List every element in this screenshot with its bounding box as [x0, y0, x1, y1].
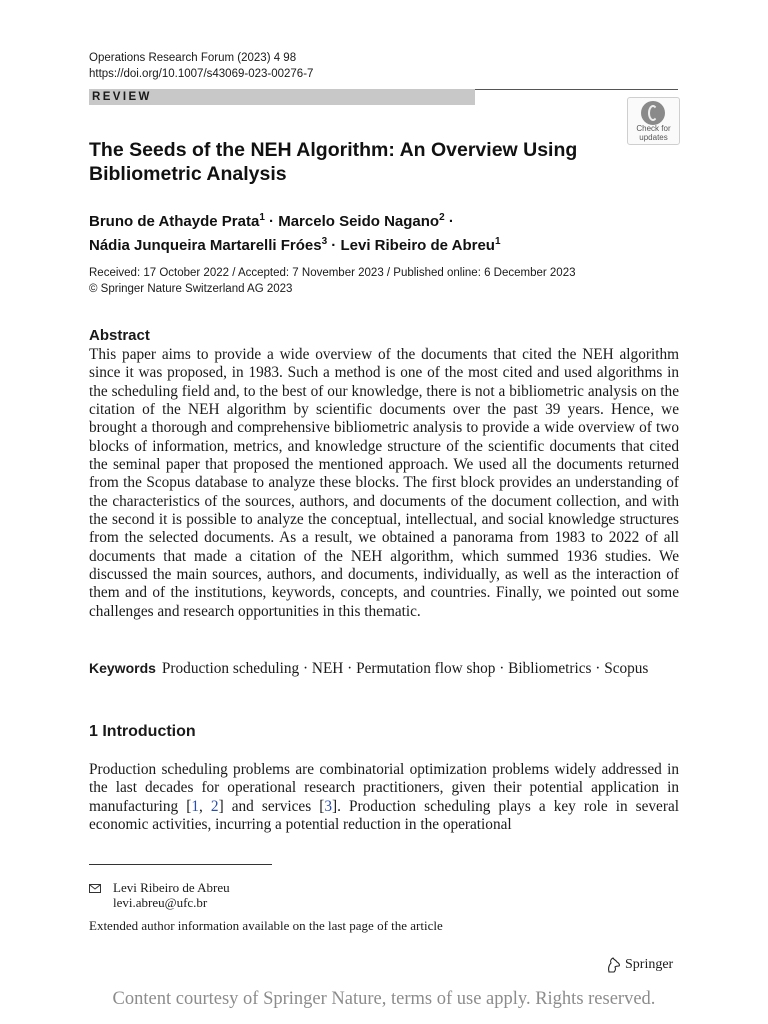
abstract-heading: Abstract	[89, 327, 150, 344]
springer-horse-icon	[606, 957, 621, 973]
envelope-icon	[89, 884, 101, 893]
affiliation-marker: 1	[259, 212, 265, 223]
check-updates-icon	[641, 101, 665, 125]
footnote-rule	[89, 864, 272, 865]
copyright-line: © Springer Nature Switzerland AG 2023	[89, 283, 293, 295]
springer-logo	[606, 956, 686, 974]
affiliation-marker: 2	[439, 212, 445, 223]
publisher-name: Springer	[625, 957, 674, 972]
affiliation-marker: 3	[321, 236, 328, 247]
keywords-list: Production scheduling · NEH · Permutation flow shop · Bibliometrics · Scopus	[161, 660, 649, 677]
introduction-paragraph: Production scheduling problems are combinatorial optimization problems widely addressed in the last decades for operational research practitioners, given their potential application in manufacturing [1, 2] and services [3]. Production scheduling plays a key role in several economic activities, incurring a potential reduction in the operational	[89, 761, 679, 834]
author-name[interactable]: Bruno de Athayde Prata	[89, 213, 260, 230]
citation-link[interactable]: 2	[210, 797, 219, 815]
article-title: The Seeds of the NEH Algorithm: An Overview Using Bibliometric Analysis	[89, 139, 578, 185]
author-name[interactable]: Nádia Junqueira Martarelli Fróes	[89, 237, 322, 254]
extended-author-info: Extended author information available on the last page of the article	[89, 918, 443, 933]
check-for-updates-badge[interactable]	[627, 97, 680, 145]
section-heading-introduction: 1 Introduction	[89, 723, 196, 740]
author-separator: ·	[264, 213, 279, 230]
publication-dates	[89, 265, 576, 297]
affiliation-marker: 1	[494, 236, 501, 247]
corresponding-author-email[interactable]: levi.abreu@ufc.br	[113, 895, 208, 910]
copyright-watermark: Content courtesy of Springer Nature, terms of use apply. Rights reserved.	[112, 989, 656, 1009]
keywords-label: Keywords	[89, 660, 156, 676]
check-updates-label: Check for updates	[636, 124, 671, 142]
author-name[interactable]: Marcelo Seido Nagano	[278, 213, 440, 230]
doi-link[interactable]: https://doi.org/10.1007/s43069-023-00276-7	[89, 68, 314, 80]
author-name[interactable]: Levi Ribeiro de Abreu	[340, 237, 495, 254]
citation-link[interactable]: 3	[324, 797, 332, 815]
header-rule	[475, 89, 678, 90]
corresponding-author-name: Levi Ribeiro de Abreu	[113, 880, 230, 895]
keywords	[89, 659, 679, 678]
author-list	[89, 208, 649, 256]
journal-citation: Operations Research Forum (2023) 4 98	[89, 52, 297, 64]
section-label: REVIEW	[92, 91, 152, 103]
publication-history: Received: 17 October 2022 / Accepted: 7 November 2023 / Published online: 6 December 2023	[89, 267, 576, 279]
citation-link[interactable]: 1	[191, 797, 200, 815]
journal-header	[89, 50, 313, 82]
author-separator: ·	[327, 237, 341, 254]
abstract-text: This paper aims to provide a wide overview of the documents that cited the NEH algorithm since it was proposed, in 1983. Such a method is one of the most cited and used algorithms in the scheduling field and, to the best of our knowledge, there is not a bibliometric analysis on the citation of the NEH algorithm by scientific documents over the past 39 years. Hence, we brought a thorough and comprehensive bibliometric analysis to provide a wide overview of two blocks of information, metrics, and knowledge structure of the scientific documents that cited the seminal paper that proposed the mentioned approach. We used all the documents returned from the Scopus database to analyze these blocks. The first block provides an understanding of the characteristics of the sources, authors, and documents of the document collection, and with the second it is possible to analyze the conceptual, intellectual, and social knowledge structures from the selected documents. As a result, we obtained a panorama from 1983 to 2022 of all documents that made a citation of the NEH algorithm, which summed 1936 studies. We discussed the main sources, authors, and documents, individually, as well as the interaction of them and of the institutions, keywords, concepts, and countries. Finally, we pointed out some challenges and research opportunities in this thematic.	[89, 346, 679, 620]
author-separator: ·	[444, 213, 454, 230]
